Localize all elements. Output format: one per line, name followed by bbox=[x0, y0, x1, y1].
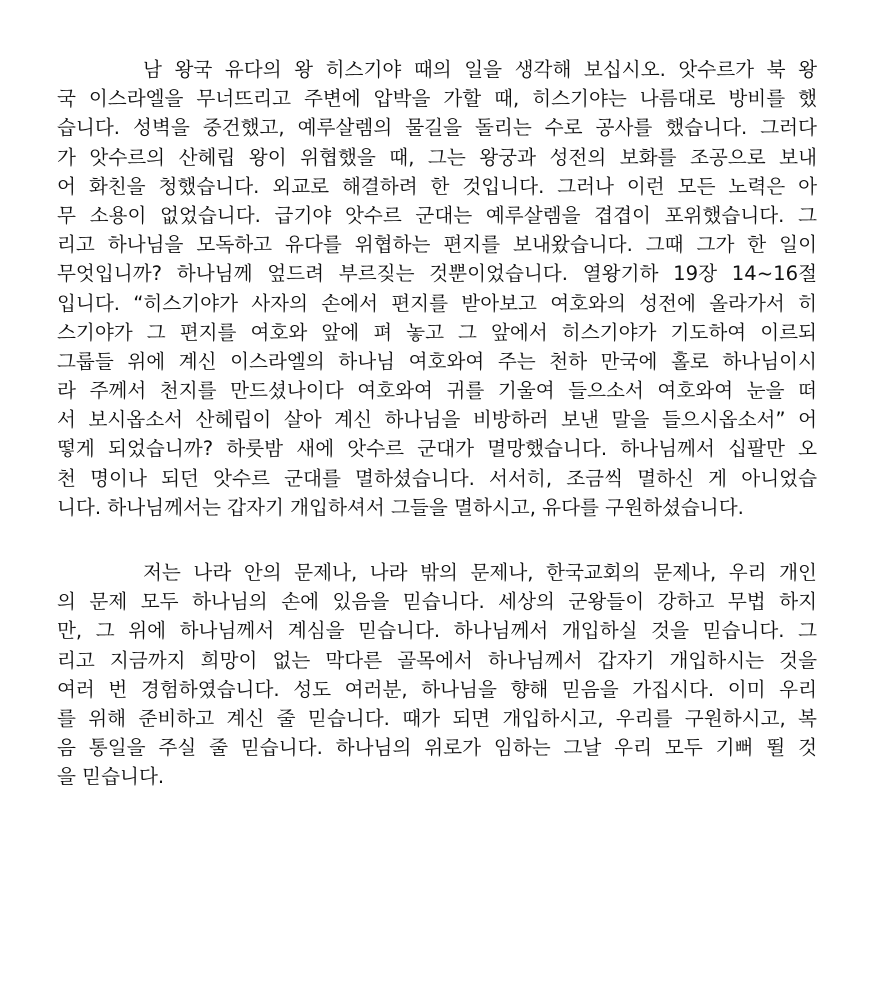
text-line: 만, 그 위에 하나님께서 계심을 믿습니다. 하나님께서 개입하실 것을 믿습니다. 그 bbox=[57, 619, 817, 643]
text-line: 입니다. “히스기야가 사자의 손에서 편지를 받아보고 여호와의 성전에 올라가서 히 bbox=[57, 291, 817, 315]
text-line: 여러 번 경험하였습니다. 성도 여러분, 하나님을 향해 믿음을 가집시다. 이미 우리 bbox=[57, 677, 817, 701]
paragraph-spacer bbox=[57, 522, 817, 558]
text-line: 를 위해 준비하고 계신 줄 믿습니다. 때가 되면 개입하시고, 우리를 구원하시고, 복 bbox=[57, 706, 817, 730]
text-line: 저는 나라 안의 문제나, 나라 밖의 문제나, 한국교회의 문제나, 우리 개인 bbox=[143, 561, 817, 584]
text-line: 서 보시옵소서 산헤립이 살아 계신 하나님을 비방하러 보낸 말을 들으시옵소서” 어 bbox=[57, 408, 817, 432]
text-line: 국 이스라엘을 무너뜨리고 주변에 압박을 가할 때, 히스기야는 나름대로 방비를 했 bbox=[57, 87, 817, 111]
text-line: 천 명이나 되던 앗수르 군대를 멸하셨습니다. 서서히, 조금씩 멸하신 게 아니었습 bbox=[57, 466, 817, 490]
text-line: 니다. 하나님께서는 갑자기 개입하셔서 그들을 멸하시고, 유다를 구원하셨습니다. bbox=[57, 495, 744, 519]
text-line: 어 화친을 청했습니다. 외교로 해결하려 한 것입니다. 그러나 이런 모든 노력은 아 bbox=[57, 174, 817, 198]
text-line: 남 왕국 유다의 왕 히스기야 때의 일을 생각해 보십시오. 앗수르가 북 왕 bbox=[143, 58, 817, 81]
text-line: 리고 지금까지 희망이 없는 막다른 골목에서 하나님께서 갑자기 개입하시는 것을 bbox=[57, 648, 817, 672]
text-line: 가 앗수르의 산헤립 왕이 위협했을 때, 그는 왕궁과 성전의 보화를 조공으로 보내 bbox=[57, 145, 817, 169]
text-line: 스기야가 그 편지를 여호와 앞에 펴 놓고 그 앞에서 히스기야가 기도하여 이르되 bbox=[57, 320, 817, 344]
paragraph-hezekiah bbox=[57, 55, 817, 522]
text-line: 음 통일을 주실 줄 믿습니다. 하나님의 위로가 임하는 그날 우리 모두 기뻐 뛸 것 bbox=[57, 736, 817, 760]
text-line: 의 문제 모두 하나님의 손에 있음을 믿습니다. 세상의 군왕들이 강하고 무법 하지 bbox=[57, 590, 817, 614]
text-line: 무엇입니까? 하나님께 엎드려 부르짖는 것뿐이었습니다. 열왕기하 19장 14~16절 bbox=[57, 262, 817, 286]
text-line: 무 소용이 없었습니다. 급기야 앗수르 군대는 예루살렘을 겹겹이 포위했습니다. 그 bbox=[57, 203, 817, 227]
text-line: 그룹들 위에 계신 이스라엘의 하나님 여호와여 주는 천하 만국에 홀로 하나님이시 bbox=[57, 349, 817, 373]
text-line: 리고 하나님을 모독하고 유다를 위협하는 편지를 보내왔습니다. 그때 그가 한 일이 bbox=[57, 233, 817, 257]
text-line: 습니다. 성벽을 중건했고, 예루살렘의 물길을 돌리는 수로 공사를 했습니다. 그러다 bbox=[57, 116, 817, 140]
paragraph-faith bbox=[57, 558, 817, 792]
document-body bbox=[57, 55, 817, 792]
text-line: 을 믿습니다. bbox=[57, 765, 165, 789]
text-line: 떻게 되었습니까? 하룻밤 새에 앗수르 군대가 멸망했습니다. 하나님께서 십팔만 오 bbox=[57, 437, 817, 461]
text-line: 라 주께서 천지를 만드셨나이다 여호와여 귀를 기울여 들으소서 여호와여 눈을 떠 bbox=[57, 379, 817, 403]
